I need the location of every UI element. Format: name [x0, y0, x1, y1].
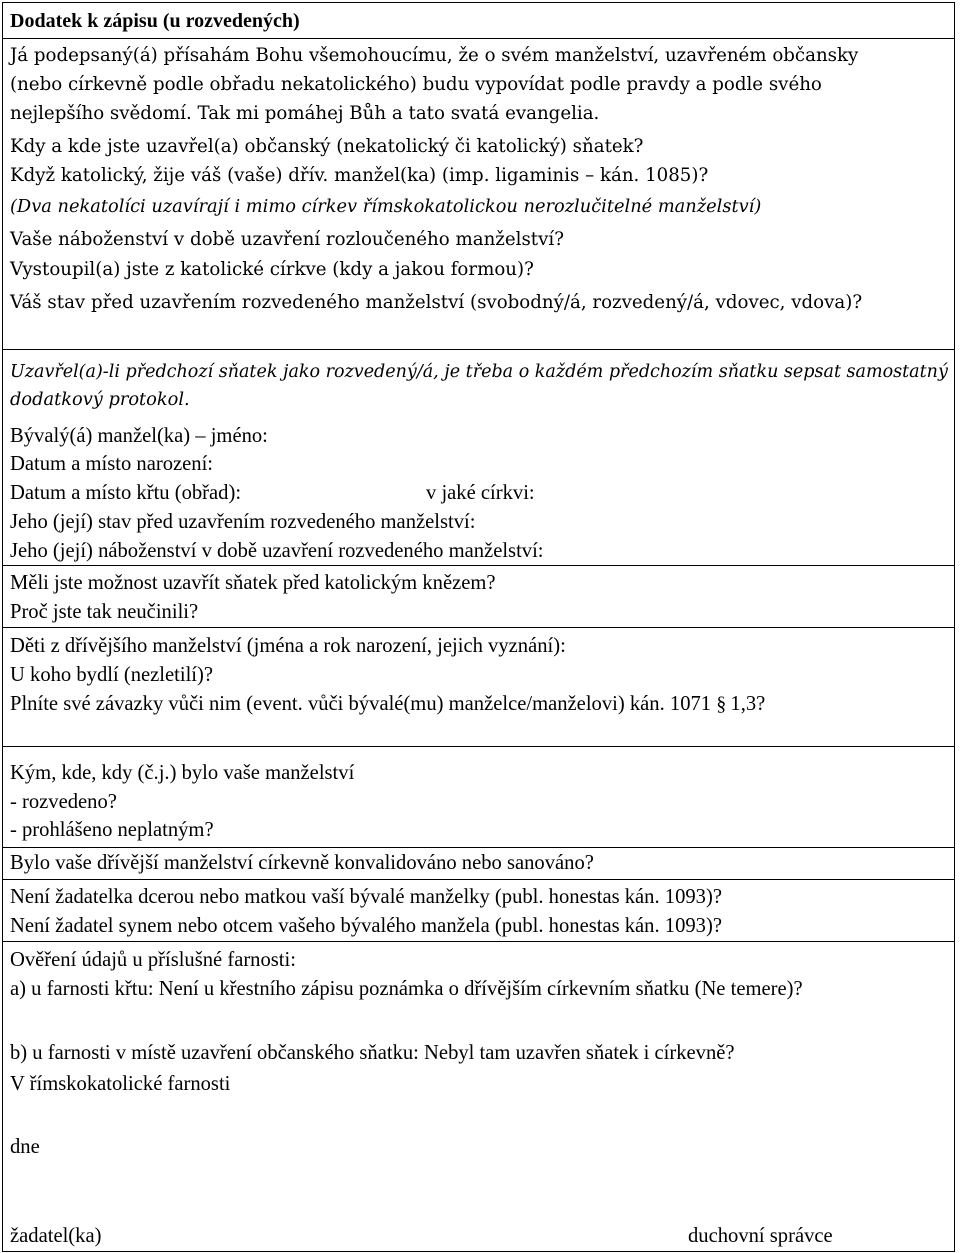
question-who-when: Kým, kde, kdy (č.j.) bylo vaše manželství — [10, 762, 355, 784]
oath-line: nejlepšího svědomí. Tak mi pomáhej Bůh a tato svatá evangelia. — [10, 103, 600, 124]
question-catholic-priest: Měli jste možnost uzavřít sňatek před katolickým knězem? — [10, 572, 496, 594]
obligations-ref: 1,3? — [730, 693, 766, 715]
question-when-where: Kdy a kde jste uzavřel(a) občanský (nekatolický či katolický) sňatek? — [10, 136, 644, 157]
question-status: Váš stav před uzavřením rozvedeného manželství (svobodný/á, rozvedený/á, vdovec, vdova)? — [10, 292, 863, 313]
question-son: Není žadatel synem nebo otcem vašeho bývalého manžela (publ. honestas kán. 1093)? — [10, 915, 722, 937]
divider — [2, 565, 955, 566]
question-convalidated: Bylo vaše dřívější manželství církevně konvalidováno nebo sanováno? — [10, 852, 594, 874]
applicant-signature-label: žadatel(ka) — [10, 1225, 102, 1247]
question-catholic: Když katolický, žije váš (vaše) dřív. manžel(ka) (imp. ligaminis – kán. 1085)? — [10, 165, 709, 186]
question-custody: U koho bydlí (nezletilí)? — [10, 664, 214, 686]
oath-line: Já podepsaný(á) přísahám Bohu všemohoucímu, že o svém manželství, uzavřeném občansky — [10, 45, 859, 66]
note-previous: dodatkový protokol. — [10, 389, 190, 410]
oath-line: (nebo církevně podle obřadu nekatolického) budu vypovídat podle pravdy a podle svého — [10, 74, 822, 95]
form-title: Dodatek k zápisu (u rozvedených) — [10, 10, 300, 32]
question-why-not: Proč jste tak neučinili? — [10, 601, 199, 623]
former-spouse-baptism: Datum a místo křtu (obřad): — [10, 482, 242, 504]
parish-label: V římskokatolické farnosti — [10, 1073, 231, 1095]
note-previous: Uzavřel(a)-li předchozí sňatek jako rozvedený/á, je třeba o každém předchozím sňatku sepsat samostatný — [10, 361, 948, 382]
verify-title: Ověření údajů u příslušné farnosti: — [10, 949, 296, 971]
question-divorced: - rozvedeno? — [10, 791, 117, 813]
former-spouse-birth: Datum a místo narození: — [10, 453, 214, 475]
divider — [2, 879, 955, 880]
divider — [2, 847, 955, 848]
question-null: - prohlášeno neplatným? — [10, 819, 214, 841]
divider — [2, 38, 955, 39]
former-spouse-religion: Jeho (její) náboženství v době uzavření rozvedeného manželství: — [10, 540, 544, 562]
former-spouse-church: v jaké církvi: — [426, 482, 535, 504]
priest-signature-label: duchovní správce — [688, 1225, 833, 1247]
section-sign: § — [716, 693, 726, 715]
verify-marriage-parish: b) u farnosti v místě uzavření občanského sňatku: Nebyl tam uzavřen sňatek i církevně? — [10, 1042, 735, 1064]
divider — [2, 941, 955, 942]
divider — [2, 349, 955, 350]
question-children: Děti z dřívějšího manželství (jména a rok narození, jejich vyznání): — [10, 635, 566, 657]
date-label: dne — [10, 1136, 40, 1158]
note-noncatholics: (Dva nekatolíci uzavírají i mimo církev římskokatolickou nerozlučitelné manželství) — [10, 196, 762, 217]
question-daughter: Není žadatelka dcerou nebo matkou vaší bývalé manželky (publ. honestas kán. 1093)? — [10, 886, 722, 908]
verify-baptism-parish: a) u farnosti křtu: Není u křestního zápisu poznámka o dřívějším církevním sňatku (Ne temere)? — [10, 978, 803, 1000]
question-religion: Vaše náboženství v době uzavření rozloučeného manželství? — [10, 229, 564, 250]
divider — [2, 627, 955, 628]
question-obligations — [10, 694, 765, 715]
obligations-text: Plníte své závazky vůči nim (event. vůči bývalé(mu) manželce/manželovi) kán. 1071 — [10, 693, 712, 715]
former-spouse-name: Bývalý(á) manžel(ka) – jméno: — [10, 425, 268, 447]
divider — [2, 746, 955, 747]
question-left-church: Vystoupil(a) jste z katolické církve (kdy a jakou formou)? — [10, 259, 534, 280]
former-spouse-status: Jeho (její) stav před uzavřením rozvedeného manželství: — [10, 511, 476, 533]
